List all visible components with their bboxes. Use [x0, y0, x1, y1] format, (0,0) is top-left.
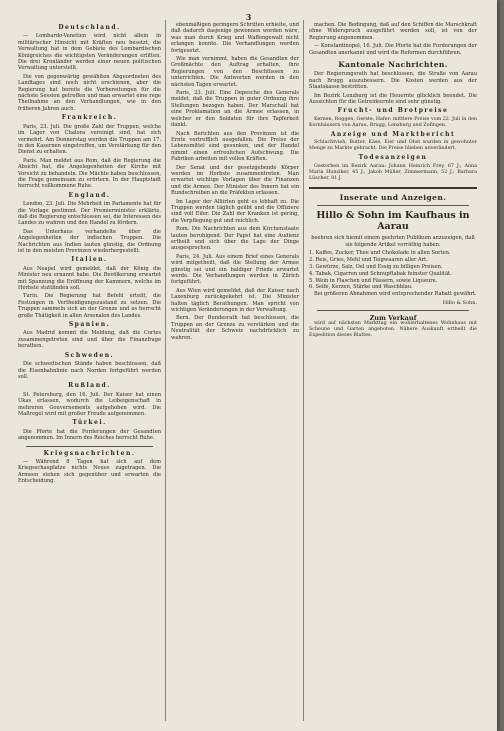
list-item: 1. Kaffee, Zucker, Thee und Chokolade in allen Sorten. [309, 249, 451, 256]
middle-column [171, 22, 299, 343]
article-paragraph: Rom. Die Nachrichten aus dem Kirchenstaate lauten beruhigend. Der Papst hat eine Audienz ertheilt und sich über die Lage der Dinge ausgesprochen. [171, 226, 299, 252]
article-paragraph: Schlachtvieh, Butter, Käse, Eier und Obst wurden in gewohnter Menge zu Markte gebracht. Die Preise blieben unverändert. [309, 140, 477, 152]
page-number: 3 [245, 12, 252, 22]
section-heading: England. [68, 191, 111, 199]
article-paragraph: machen. Die Bedingung, daß auf den Schiffen die Marschkraft ohne Widerspruch ausgeführt werden soll, ist von der Regierung angenommen. [309, 22, 477, 41]
article-paragraph: Die von gegenwärtig gewählten Abgeordneten des Landtages sind noch nicht erschienen, aber die Regierung hat bereits die Vorbereitungen für die nächste Session getroffen und man erwartet eine rege Theilnahme an den Verhandlungen, wie in den früheren Jahren auch. [18, 73, 161, 112]
column-rule [165, 20, 166, 721]
sale-notice-title: Zum Verkauf [369, 313, 417, 322]
article-paragraph: Die schwedischen Stände haben beschlossen, daß die Eisenbahnlinie nach Norden fortgeführt werden soll. [18, 361, 161, 380]
section-heading: Rußland. [68, 382, 111, 390]
article-paragraph: Der Regierungsrath hat beschlossen, die Straße von Aarau nach Brugg auszubessern. Die Kosten werden aus der Staatskasse bestritten. [309, 71, 477, 91]
article-paragraph: Aus Wien wird gemeldet, daß der Kaiser nach Laxenburg zurückgekehrt ist. Die Minister halten täglich Berathungen. Man spricht von wichtigen Veränderungen in der Verwaltung. [171, 287, 299, 314]
article-paragraph: Das Unterhaus verhandelte über die Angelegenheiten der indischen Truppen. Die Nachrichten aus Indien lauten günstig, die Ordnung ist in den meisten Provinzen wiederhergestellt. [18, 228, 161, 254]
article-paragraph: Die Pforte hat die Forderungen der Gesandten angenommen. Im Innern des Reiches herrscht Ruhe. [18, 428, 161, 442]
subsection-heading: Todesanzeigen [358, 154, 428, 162]
divider [317, 205, 469, 206]
column-rule [303, 20, 304, 721]
article-paragraph: Paris, 23. Juli. Die große Zahl der Truppen, welche im Lager von Chalons vereinigt sind, hat sich vermehrt. Am Donnerstag werden die Truppen am 17. in den Kasernen eingetroffen, um Verstärkung für den Dienst zu erhalten. [18, 123, 161, 156]
article-paragraph: Gestorben im Bezirk Aarau: Johann Heinrich Frey, 67 J.; Anna Maria Hunziker, 45 J.; Jakob Müller, Zimmermann, 52 J.; Barbara Lüscher, 81 J. [309, 163, 477, 181]
divider [26, 446, 153, 447]
section-heading: Türkei. [72, 419, 107, 427]
section-heading: Frankreich. [61, 114, 118, 122]
section-heading: Italien. [71, 256, 108, 264]
divider [309, 187, 477, 189]
article-paragraph: ebenmäßigen geringern Schritten erhielte, und daß dadurch dasjenige gewonnen worden wäre, was man durch Krieg und Waffengewalt nicht erlangen konnte. Die Verhandlungen werden fortgesetzt. [171, 22, 299, 54]
article-paragraph: Turin. Die Regierung hat Befehl erteilt, die Festungen in Vertheidigungszustand zu setzen. Die Truppen sammeln sich an der Grenze und es herrscht große Thätigkeit in allen Arsenalen des Landes. [18, 293, 161, 319]
right-column [309, 22, 477, 341]
advertisement-title: Hillo & Sohn im Kaufhaus in Aarau [316, 210, 470, 233]
list-item: 4. Tabak, Cigarren und Schnupftabak feinster Qualität. [309, 270, 452, 277]
article-paragraph: Paris. Man meldet aus Rom, daß die Regierung die Absicht hat, die Angelegenheiten der Kirche mit Vorsicht zu behandeln. Die Mächte haben beschlossen, die Frage gemeinsam zu erörtern. In der Hauptstadt herrscht vollkommene Ruhe. [18, 157, 161, 190]
article-paragraph: Paris, 24. Juli. Aus einem Brief eines Generals wird mitgetheilt, daß die Stellung der Armee günstig sei und ein baldiger Friede erwartet werde. Die Verhandlungen werden in Zürich fortgeführt. [171, 253, 299, 286]
article-paragraph: Im Lager der Alliirten geht es lebhaft zu. Die Truppen werden täglich geübt und die Offiziere sind voll Eifer. Die Zahl der Kranken ist gering, die Verpflegung gut und reichlich. [171, 198, 299, 224]
article-paragraph: Im Bezirk Lenzburg ist die Heuernte glücklich beendet. Die Aussichten für die Getreideernte sind sehr günstig. [309, 92, 477, 106]
article-paragraph: — Konstantinopel, 16. Juli. Die Pforte hat die Forderungen der Gesandten anerkannt und wird die Reformen durchführen. [309, 43, 477, 56]
article-paragraph: Bern. Der Bundesrath hat beschlossen, die Truppen an der Grenze zu verstärken und die Neutralität der Schweiz nachdrücklich zu wahren. [171, 315, 299, 341]
article-paragraph: St. Petersburg, den 16. Juli. Der Kaiser hat einen Ukas erlassen, wodurch die Leibeigenschaft in mehreren Gouvernements aufgehoben wird. Die Maßregel wird mit großer Freude aufgenommen. [18, 391, 161, 417]
ads-heading: Inserate und Anzeigen. [339, 192, 447, 202]
subsection-heading: Anzeige und Marktbericht [330, 130, 456, 138]
left-column [18, 22, 161, 487]
article-paragraph: Wie man vernimmt, haben die Gesandten der Großmächte den Auftrag erhalten, ihre Regierungen von den Beschlüssen zu unterrichten. Die Antworten werden in den nächsten Tagen erwartet. [171, 56, 299, 88]
sale-notice-text: wird auf nächsten Markttag ein wohlerhaltenes Wohnhaus mit Scheune und Garten angeboten. Nähere Auskunft ertheilt die Expedition dieses Blattes. [309, 321, 477, 339]
section-heading: Schweden. [64, 351, 115, 359]
section-heading: Kriegsnachrichten. [43, 449, 136, 457]
article-paragraph: Aus Neapel wird gemeldet, daß der König die Minister neu ernannt habe. Die Bevölkerung erwartet mit Spannung die Eröffnung der Kammern, welche im Herbste stattfinden soll. [18, 265, 161, 292]
article-paragraph: Aus Madrid kommt die Meldung, daß die Cortes zusammengetreten sind und über die Finanzfrage berathen. [18, 330, 161, 350]
list-item: 2. Reis, Gries, Mehl und Teigwaaren aller Art. [309, 256, 428, 263]
section-heading: Kantonale Nachrichten. [338, 60, 448, 70]
advertisement-signature: Hillo & Sohn. [442, 299, 477, 306]
subsection-heading: Frucht- und Brotpreise [337, 107, 449, 115]
advertisement-list [309, 250, 477, 291]
article-paragraph: Nach Berichten aus den Provinzen ist die Ernte vortrefflich ausgefallen. Die Preise der Lebensmittel sind gesunken, und der Handel nimmt einen erfreulichen Aufschwung. Die Fabriken arbeiten mit vollen Kräften. [171, 130, 299, 163]
list-item: 3. Gewürze, Salz, Oel und Essig zu billigen Preisen. [309, 263, 443, 270]
article-paragraph: London, 23. Juli. Die Mehrheit im Parlamente hat für die Vorlage gestimmt. Der Premierminister erklärte, daß die Regierung entschlossen sei, die Interessen des Landes zu wahren und den Handel zu fördern. [18, 201, 161, 227]
advertisement-intro: beehren sich hiemit einem geehrten Publikum anzuzeigen, daß sie folgende Artikel vorräthig haben: [311, 235, 475, 248]
divider [317, 310, 469, 311]
section-heading: Deutschland. [58, 24, 121, 31]
list-item: 5. Wein in Flaschen und Fässern, sowie Liqueure. [309, 277, 438, 284]
article-paragraph: — Lombardo-Venetien wird nicht allein in militärischer Hinsicht mit Kräften neu besetzt, die Verwaltung hat in dem Gebiete des Lombardischen Königreiches die wichtigsten Veränderungen erlitten. Die drei Kronländer werden einer neuen politischen Verwaltung unterstellt. [18, 33, 161, 72]
list-item: 6. Seife, Kerzen, Stärke und Waschblau. [309, 284, 413, 291]
article-paragraph: Der Senat und der gesetzgebende Körper werden im Herbste zusammentreten. Man erwartet wichtige Vorlagen über die Finanzen und die Armee. Der Minister des Innern hat ein Rundschreiben an die Präfekten erlassen. [171, 164, 299, 197]
article-paragraph: Kernen, Roggen, Gerste, Hafer: mittlere Preise vom 22. Juli in den Kornhäusern von Aarau, Brugg, Lenzburg und Zofingen. [309, 116, 477, 128]
article-paragraph: — Während 8 Tagen hat sich auf dem Kriegsschauplatze nichts Neues zugetragen. Die Armeen stehen sich gegenüber und erwarten die Entscheidung. [18, 458, 161, 485]
article-paragraph: Paris, 23. Juli. Eine Depesche des Generals meldet, daß die Truppen in guter Ordnung ihre Stellungen bezogen haben. Der Marschall hat eine Proklamation an die Armee erlassen, in welcher er den Soldaten für ihre Tapferkeit dankt. [171, 90, 299, 129]
advertisement-footer: Bei größeren Abnahmen wird entsprechender Rabatt gewährt. [314, 291, 477, 298]
section-heading: Spanien. [68, 321, 111, 329]
